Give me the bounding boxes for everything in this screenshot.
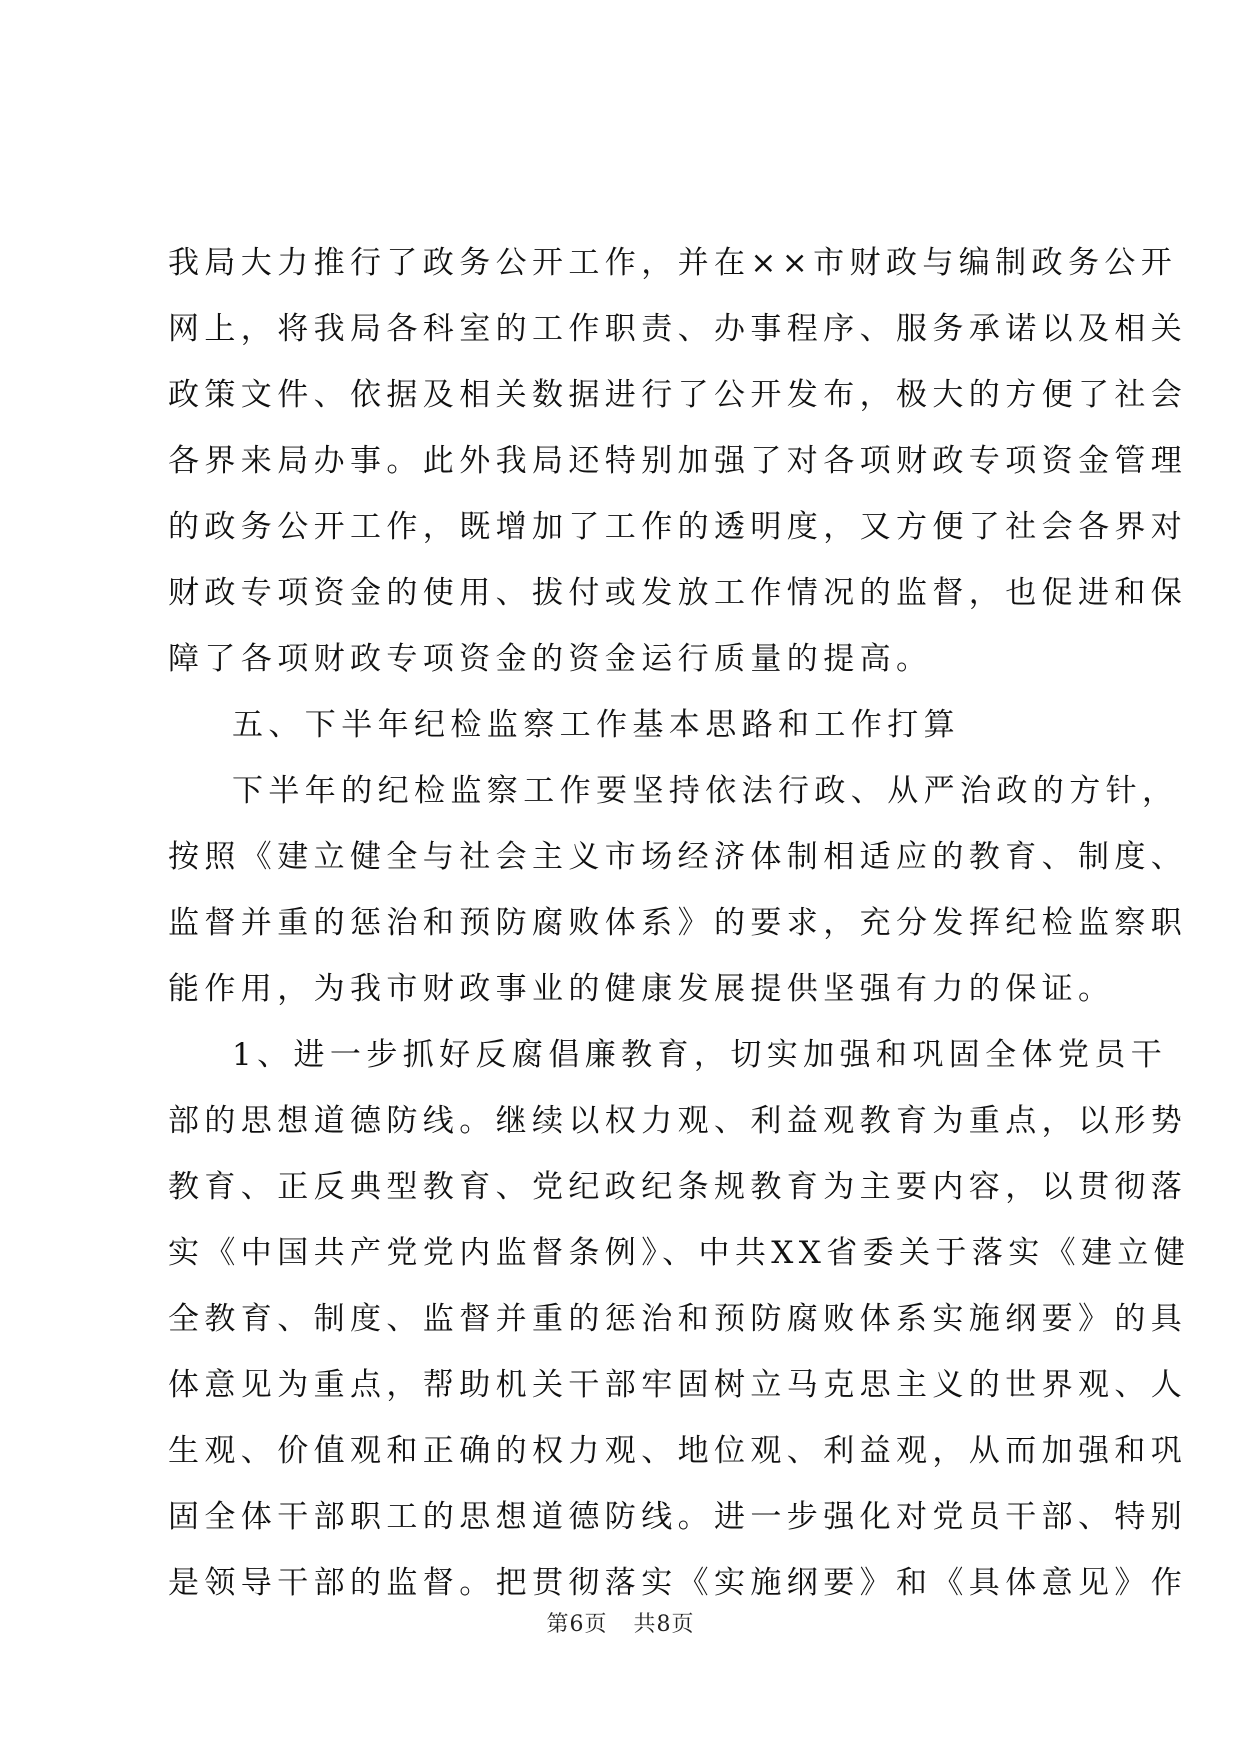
text-line: 教育、正反典型教育、党纪政纪条规教育为主要内容，以贯彻落 [168, 1169, 1188, 1205]
text-line: 实《中国共产党党内监督条例》、中共XX省委关于落实《建立健 [168, 1235, 1191, 1271]
page-footer [0, 1610, 1241, 1640]
text-line: 全教育、制度、监督并重的惩治和预防腐败体系实施纲要》的具 [168, 1301, 1188, 1337]
section-heading: 五、下半年纪检监察工作基本思路和工作打算 [232, 707, 960, 743]
text-line: 生观、价值观和正确的权力观、地位观、利益观，从而加强和巩 [168, 1433, 1188, 1469]
text-line: 各界来局办事。此外我局还特别加强了对各项财政专项资金管理 [168, 443, 1188, 479]
text-line: 财政专项资金的使用、拔付或发放工作情况的监督，也促进和保 [168, 575, 1188, 611]
text-line: 部的思想道德防线。继续以权力观、利益观教育为重点，以形势 [168, 1103, 1188, 1139]
document-body [168, 230, 1191, 1616]
text-line: 是领导干部的监督。把贯彻落实《实施纲要》和《具体意见》作 [168, 1565, 1188, 1601]
text-line: 下半年的纪检监察工作要坚持依法行政、从严治政的方针， [232, 773, 1179, 809]
page-number: 第6页 [546, 1612, 608, 1637]
text-line: 网上，将我局各科室的工作职责、办事程序、服务承诺以及相关 [168, 311, 1188, 347]
page-total: 共8页 [633, 1612, 695, 1637]
text-line: 障了各项财政专项资金的资金运行质量的提高。 [168, 641, 933, 677]
text-line: 政策文件、依据及相关数据进行了公开发布，极大的方便了社会 [168, 377, 1188, 413]
list-item-heading: 1、进一步抓好反腐倡廉教育，切实加强和巩固全体党员干 [232, 1037, 1168, 1073]
text-line: 的政务公开工作，既增加了工作的透明度，又方便了社会各界对 [168, 509, 1188, 545]
text-line: 体意见为重点，帮助机关干部牢固树立马克思主义的世界观、人 [168, 1367, 1188, 1403]
text-line: 能作用，为我市财政事业的健康发展提供坚强有力的保证。 [168, 971, 1115, 1007]
text-line: 监督并重的惩治和预防腐败体系》的要求，充分发挥纪检监察职 [168, 905, 1188, 941]
text-line: 按照《建立健全与社会主义市场经济体制相适应的教育、制度、 [168, 839, 1188, 875]
text-line: 我局大力推行了政务公开工作，并在××市财政与编制政务公开 [168, 245, 1178, 281]
text-line: 固全体干部职工的思想道德防线。进一步强化对党员干部、特别 [168, 1499, 1188, 1535]
